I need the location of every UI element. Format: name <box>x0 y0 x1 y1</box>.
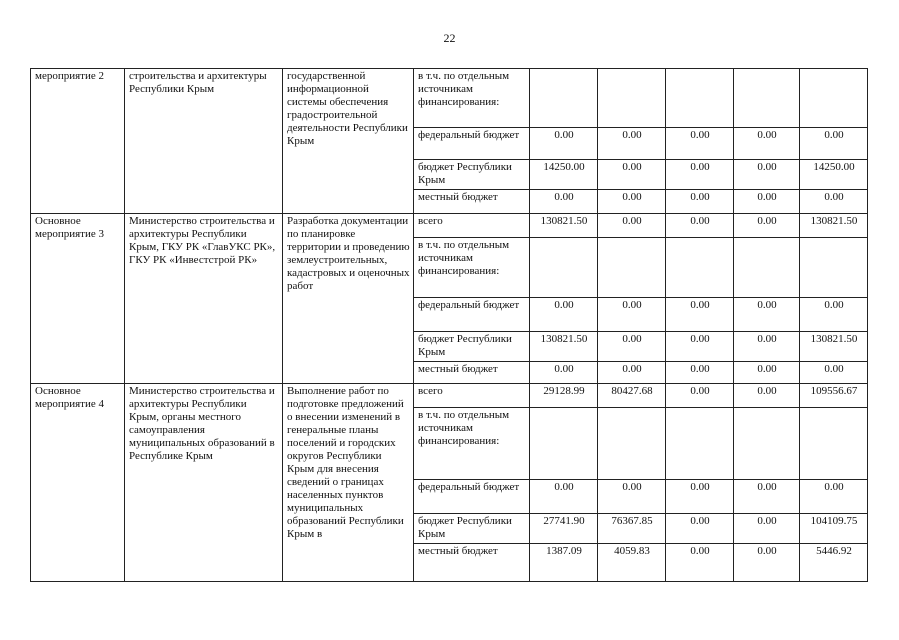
event-name-cell <box>31 214 125 384</box>
event-name: Основное мероприятие 3 <box>35 215 105 240</box>
value-cell: 109556.67 <box>800 384 868 408</box>
value-cell: 0.00 <box>800 190 868 214</box>
source-cell: федеральный бюджет <box>414 480 530 514</box>
value-cell: 0.00 <box>734 480 800 514</box>
event-name-cell <box>31 384 125 582</box>
source-cell: бюджет Республики Крым <box>414 160 530 190</box>
event-name: мероприятие 2 <box>35 70 105 82</box>
value-cell: 0.00 <box>530 190 598 214</box>
executor-text: Министерство строительства и архитектуры Республики Крым, органы местного самоуправления муниципальных образований в Республике Крым <box>129 385 275 462</box>
value-cell <box>800 69 868 128</box>
financing-table <box>30 68 868 582</box>
value-cell <box>800 238 868 298</box>
source-cell: федеральный бюджет <box>414 128 530 160</box>
executor-text: строительства и архитектуры Республики Крым <box>129 70 267 95</box>
value-cell: 0.00 <box>598 214 666 238</box>
value-cell: 0.00 <box>800 480 868 514</box>
value-cell: 130821.50 <box>800 214 868 238</box>
value-cell <box>598 408 666 480</box>
value-cell: 29128.99 <box>530 384 598 408</box>
value-cell: 0.00 <box>800 128 868 160</box>
value-cell: 5446.92 <box>800 544 868 582</box>
value-cell: 0.00 <box>666 128 734 160</box>
value-cell: 0.00 <box>734 298 800 332</box>
value-cell <box>734 69 800 128</box>
value-cell: 0.00 <box>598 480 666 514</box>
source-cell: местный бюджет <box>414 362 530 384</box>
value-cell: 0.00 <box>598 298 666 332</box>
value-cell: 1387.09 <box>530 544 598 582</box>
event-name-cell <box>31 69 125 214</box>
source-cell: в т.ч. по отдельным источникам финансирования: <box>414 408 530 480</box>
value-cell: 0.00 <box>666 190 734 214</box>
source-cell: бюджет Республики Крым <box>414 514 530 544</box>
value-cell: 0.00 <box>734 384 800 408</box>
value-cell: 0.00 <box>734 544 800 582</box>
source-cell: местный бюджет <box>414 544 530 582</box>
value-cell: 0.00 <box>666 384 734 408</box>
value-cell: 0.00 <box>666 298 734 332</box>
value-cell <box>666 408 734 480</box>
value-cell: 0.00 <box>598 128 666 160</box>
source-cell: в т.ч. по отдельным источникам финансирования: <box>414 69 530 128</box>
value-cell: 0.00 <box>734 160 800 190</box>
value-cell: 0.00 <box>666 514 734 544</box>
value-cell: 0.00 <box>734 514 800 544</box>
value-cell <box>598 69 666 128</box>
value-cell: 0.00 <box>530 362 598 384</box>
value-cell: 0.00 <box>800 362 868 384</box>
description-cell <box>283 214 414 384</box>
executor-cell <box>125 214 283 384</box>
description-text: Разработка документации по планировке территории и проведению землеустроительных, кадастровых и оценочных работ <box>287 215 410 292</box>
table-row <box>31 384 868 408</box>
source-cell: бюджет Республики Крым <box>414 332 530 362</box>
value-cell: 130821.50 <box>530 214 598 238</box>
value-cell: 27741.90 <box>530 514 598 544</box>
value-cell: 0.00 <box>666 480 734 514</box>
value-cell <box>734 238 800 298</box>
value-cell: 0.00 <box>530 128 598 160</box>
value-cell: 14250.00 <box>800 160 868 190</box>
value-cell <box>598 238 666 298</box>
executor-cell <box>125 384 283 582</box>
description-cell <box>283 69 414 214</box>
value-cell <box>734 408 800 480</box>
value-cell: 104109.75 <box>800 514 868 544</box>
source-cell: всего <box>414 384 530 408</box>
value-cell: 0.00 <box>666 332 734 362</box>
value-cell: 130821.50 <box>800 332 868 362</box>
source-cell: федеральный бюджет <box>414 298 530 332</box>
value-cell <box>800 408 868 480</box>
description-text: государственной информационной системы обеспечения градостроительной деятельности Республики Крым <box>287 70 408 147</box>
value-cell: 0.00 <box>598 160 666 190</box>
value-cell: 0.00 <box>734 128 800 160</box>
value-cell: 0.00 <box>734 214 800 238</box>
value-cell: 76367.85 <box>598 514 666 544</box>
value-cell: 0.00 <box>666 214 734 238</box>
value-cell <box>666 238 734 298</box>
value-cell <box>530 408 598 480</box>
value-cell: 0.00 <box>666 362 734 384</box>
source-cell: местный бюджет <box>414 190 530 214</box>
value-cell: 0.00 <box>734 362 800 384</box>
value-cell <box>530 238 598 298</box>
event-name: Основное мероприятие 4 <box>35 385 105 410</box>
value-cell: 0.00 <box>530 298 598 332</box>
value-cell: 0.00 <box>666 544 734 582</box>
source-cell: в т.ч. по отдельным источникам финансирования: <box>414 238 530 298</box>
description-cell <box>283 384 414 582</box>
executor-cell <box>125 69 283 214</box>
value-cell: 14250.00 <box>530 160 598 190</box>
source-cell: всего <box>414 214 530 238</box>
executor-text: Министерство строительства и архитектуры Республики Крым, ГКУ РК «ГлавУКС РК», ГКУ РК «Инвестстрой РК» <box>129 215 276 266</box>
value-cell: 0.00 <box>734 190 800 214</box>
value-cell: 4059.83 <box>598 544 666 582</box>
table-row <box>31 69 868 128</box>
value-cell: 0.00 <box>598 332 666 362</box>
value-cell: 0.00 <box>666 160 734 190</box>
value-cell: 0.00 <box>800 298 868 332</box>
table-row <box>31 214 868 238</box>
description-text: Выполнение работ по подготовке предложений о внесении изменений в генеральные планы поселений и городских округов Республики Крым для внесения сведений о границах населенных пунктов муниципальных образований Республики Крым в <box>287 385 404 540</box>
value-cell: 0.00 <box>530 480 598 514</box>
value-cell <box>530 69 598 128</box>
value-cell: 130821.50 <box>530 332 598 362</box>
value-cell: 0.00 <box>734 332 800 362</box>
value-cell: 0.00 <box>598 362 666 384</box>
value-cell: 0.00 <box>598 190 666 214</box>
value-cell <box>666 69 734 128</box>
page-number: 22 <box>443 31 456 45</box>
value-cell: 80427.68 <box>598 384 666 408</box>
